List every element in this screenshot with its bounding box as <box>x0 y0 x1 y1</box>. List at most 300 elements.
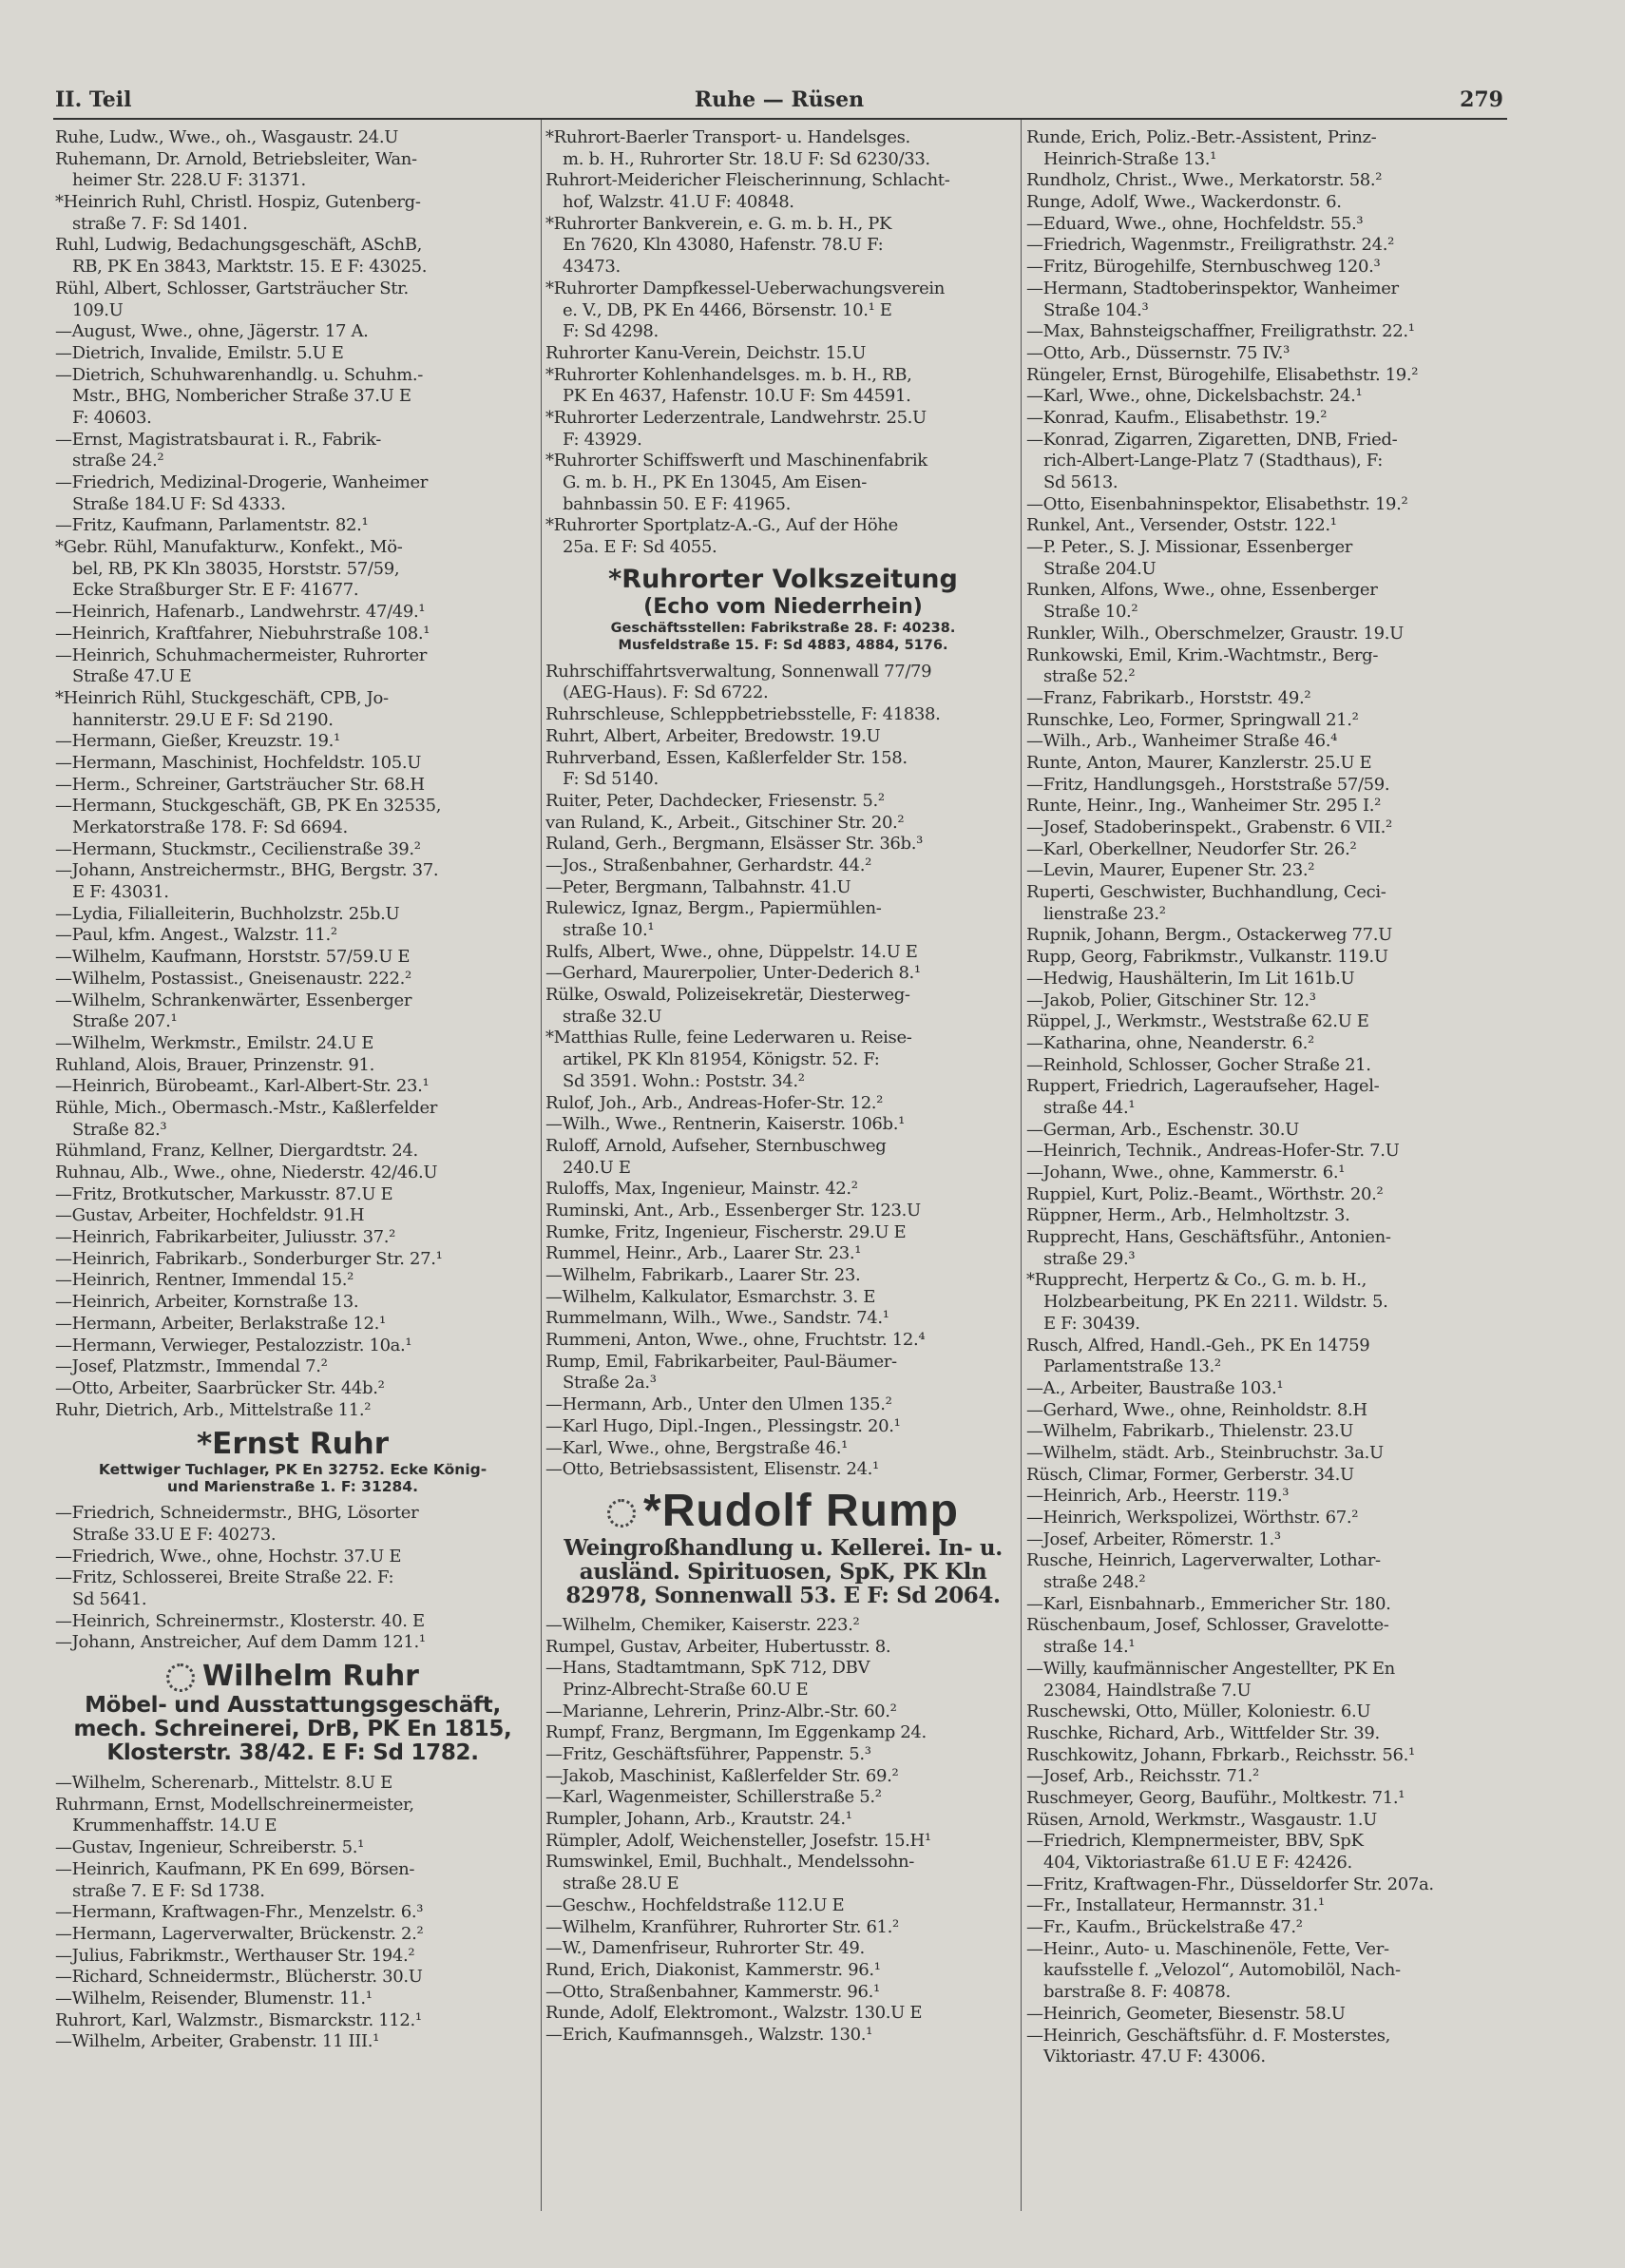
entry-line: —Otto, Eisenbahninspektor, Elisabethstr. 19.² <box>1026 493 1408 514</box>
directory-entry <box>55 1924 530 1946</box>
directory-entry <box>1026 192 1501 214</box>
entry-line: *Matthias Rulle, feine Lederwaren u. Reise- <box>545 1028 912 1048</box>
entry-line: —Erich, Kaufmannsgeh., Walzstr. 130.¹ <box>545 2024 873 2045</box>
directory-entry <box>1026 1055 1501 1077</box>
directory-entry <box>55 1314 530 1336</box>
advertisement-name: *Ruhrorter Volkszeitung <box>608 564 958 594</box>
directory-entry <box>1026 170 1501 192</box>
directory-entry <box>1026 1766 1501 1788</box>
entry-line: —Karl, Eisnbahnarb., Emmericher Str. 180. <box>1026 1593 1391 1614</box>
directory-entry <box>1026 1163 1501 1184</box>
directory-entry <box>55 925 530 947</box>
directory-entry <box>55 430 530 472</box>
entry-continuation: straße 248.² <box>1043 1572 1146 1593</box>
entry-line: Ruppert, Friedrich, Lageraufseher, Hagel- <box>1026 1076 1380 1097</box>
directory-entry <box>545 279 1021 343</box>
entry-line: —Karl, Wwe., ohne, Bergstraße 46.¹ <box>545 1437 848 1458</box>
entry-line: Rusche, Heinrich, Lagerverwalter, Lothar- <box>1026 1550 1381 1571</box>
entry-continuation: E F: 30439. <box>1043 1313 1140 1334</box>
directory-entry <box>55 1292 530 1314</box>
directory-entry <box>55 969 530 990</box>
entry-line: —Johann, Anstreicher, Auf dem Damm 121.¹ <box>55 1632 426 1653</box>
entry-continuation: artikel, PK Kln 81954, Königstr. 52. F: <box>563 1049 880 1070</box>
entry-continuation: m. b. H., Ruhrorter Str. 18.U F: Sd 6230/33. <box>563 148 930 169</box>
directory-entry <box>1026 214 1501 236</box>
entry-continuation: Straße 10.² <box>1043 602 1138 623</box>
entry-line: —Karl, Wwe., ohne, Dickelsbachstr. 24.¹ <box>1026 386 1363 407</box>
entry-continuation: hof, Walzstr. 41.U F: 40848. <box>563 192 794 213</box>
entry-line: Ruhrort-Meidericher Fleischerinnung, Schlacht- <box>545 170 950 191</box>
entry-continuation: 404, Viktoriastraße 61.U E F: 42426. <box>1043 1853 1352 1873</box>
directory-entry <box>1026 1205 1501 1227</box>
directory-entry <box>55 1270 530 1292</box>
entry-continuation: straße 10.¹ <box>563 920 655 940</box>
entry-continuation: Sd 5641. <box>72 1589 147 1609</box>
directory-entry <box>55 1837 530 1859</box>
entry-line: Ruhr, Dietrich, Arb., Mittelstraße 11.² <box>55 1399 372 1420</box>
directory-entry <box>55 149 530 192</box>
directory-entry <box>1026 1270 1501 1335</box>
directory-entry <box>1026 1529 1501 1551</box>
directory-entry <box>545 170 1021 213</box>
entry-line: —Hermann, Lagerverwalter, Brückenstr. 2.² <box>55 1923 424 1944</box>
entry-line: —Josef, Arb., Reichsstr. 71.² <box>1026 1766 1259 1787</box>
entry-line: Ruiter, Peter, Dachdecker, Friesenstr. 5.² <box>545 790 885 811</box>
directory-entry <box>55 1989 530 2010</box>
entry-line: Ruperti, Geschwister, Buchhandlung, Ceci- <box>1026 882 1386 903</box>
advertisement-text: Klosterstr. 38/42. E F: Sd 1782. <box>106 1740 479 1766</box>
entry-line: —Heinrich, Kaufmann, PK En 699, Börsen- <box>55 1858 415 1879</box>
entry-continuation: Straße 47.U E <box>72 666 192 687</box>
entry-line: Rüsch, Climar, Former, Gerberstr. 34.U <box>1026 1464 1354 1485</box>
entry-line: —Heinrich, Kraftfahrer, Niebuhrstraße 108.¹ <box>55 623 430 644</box>
directory-entry <box>55 365 530 430</box>
directory-entry <box>1026 2026 1501 2068</box>
directory-entry <box>545 2003 1021 2025</box>
directory-entry <box>545 1960 1021 1982</box>
directory-entry <box>1026 1723 1501 1745</box>
directory-entry <box>1026 1378 1501 1400</box>
wreath-icon <box>166 1663 195 1692</box>
entry-line: —Friedrich, Schneidermstr., BHG, Lösorter <box>55 1503 419 1524</box>
entry-line: Runge, Adolf, Wwe., Wackerdonstr. 6. <box>1026 192 1342 213</box>
directory-entry <box>55 1400 530 1422</box>
directory-entry <box>1026 580 1501 623</box>
entry-line: *Heinrich Ruhl, Christl. Hospiz, Gutenberg- <box>55 192 421 213</box>
directory-entry <box>545 1438 1021 1460</box>
directory-entry <box>545 898 1021 941</box>
directory-entry <box>1026 688 1501 710</box>
entry-line: —Hermann, Stuckmstr., Cecilienstraße 39.² <box>55 838 421 859</box>
entry-line: —Wilh., Wwe., Rentnerin, Kaiserstr. 106b.¹ <box>545 1114 905 1135</box>
entry-line: *Gebr. Rühl, Manufakturw., Konfekt., Mö- <box>55 537 403 558</box>
entry-continuation: F: 40603. <box>72 407 152 428</box>
entry-line: —Heinr., Auto- u. Maschinenöle, Fette, Ver- <box>1026 1938 1389 1959</box>
directory-entry <box>545 1222 1021 1244</box>
entry-line: Rusch, Alfred, Handl.-Geh., PK En 14759 <box>1026 1335 1370 1355</box>
directory-entry <box>1026 279 1501 321</box>
entry-line: —Hermann, Kraftwagen-Fhr., Menzelstr. 6.³ <box>55 1902 424 1923</box>
entry-line: Ruhl, Ludwig, Bedachungsgeschäft, ASchB, <box>55 235 422 256</box>
entry-line: Ruhe, Ludw., Wwe., oh., Wasgaustr. 24.U <box>55 127 399 147</box>
entry-line: Rundholz, Christ., Wwe., Merkatorstr. 58.² <box>1026 170 1383 191</box>
directory-entry <box>1026 1011 1501 1033</box>
directory-entry <box>545 408 1021 451</box>
directory-entry <box>545 1744 1021 1766</box>
directory-entry <box>55 1902 530 1924</box>
entry-line: —Hermann, Verwieger, Pestalozzistr. 10a.¹ <box>55 1335 412 1355</box>
directory-entry <box>1026 969 1501 990</box>
column-2 <box>545 127 1021 2047</box>
directory-entry <box>545 1917 1021 1939</box>
entry-line: —Wilhelm, Arbeiter, Grabenstr. 11 III.¹ <box>55 2031 379 2052</box>
directory-entry <box>1026 710 1501 732</box>
directory-entry <box>55 1378 530 1400</box>
directory-entry <box>55 1773 530 1795</box>
entry-line: —Willy, kaufmännischer Angestellter, PK En <box>1026 1658 1395 1679</box>
wreath-icon <box>607 1499 636 1528</box>
directory-entry <box>1026 1421 1501 1443</box>
entry-line: —P. Peter., S. J. Missionar, Essenberger <box>1026 537 1353 558</box>
entry-line: —Fritz, Geschäftsführer, Pappenstr. 5.³ <box>545 1744 871 1764</box>
directory-entry <box>545 365 1021 408</box>
directory-entry <box>55 515 530 537</box>
entry-continuation: Viktoriastr. 47.U F: 43006. <box>1043 2047 1266 2067</box>
entry-line: —Fritz, Kraftwagen-Fhr., Düsseldorfer Str. 207a. <box>1026 1874 1434 1894</box>
directory-entry <box>1026 430 1501 494</box>
advertisement-detail: Musfeldstraße 15. F: Sd 4883, 4884, 5176. <box>618 637 948 653</box>
entry-continuation: 23084, Haindlstraße 7.U <box>1043 1680 1252 1701</box>
entry-line: Rupnik, Johann, Bergm., Ostackerweg 77.U <box>1026 925 1392 946</box>
directory-entry <box>55 602 530 624</box>
entry-line: Ruloffs, Max, Ingenieur, Mainstr. 42.² <box>545 1179 858 1200</box>
entry-line: Rummel, Heinr., Arb., Laarer Str. 23.¹ <box>545 1243 862 1264</box>
entry-line: —Heinrich, Bürobeamt., Karl-Albert-Str. 23.¹ <box>55 1076 430 1097</box>
entry-line: Rummeni, Anton, Wwe., ohne, Fruchtstr. 12.⁴ <box>545 1330 926 1351</box>
entry-line: —Gerhard, Maurerpolier, Unter-Dederich 8.¹ <box>545 963 921 984</box>
entry-line: *Ruhrorter Bankverein, e. G. m. b. H., PK <box>545 213 892 234</box>
directory-entry <box>545 214 1021 279</box>
entry-continuation: straße 14.¹ <box>1043 1637 1136 1658</box>
directory-entry <box>55 192 530 235</box>
entry-continuation: Straße 207.¹ <box>72 1011 178 1032</box>
entry-continuation: G. m. b. H., PK En 13045, Am Eisen- <box>563 472 867 492</box>
entry-line: —Fritz, Schlosserei, Breite Straße 22. F: <box>55 1567 394 1588</box>
directory-entry <box>545 748 1021 791</box>
entry-line: Rund, Erich, Diakonist, Kammerstr. 96.¹ <box>545 1959 881 1980</box>
directory-entry <box>1026 1486 1501 1508</box>
entry-continuation: Merkatorstraße 178. F: Sd 6694. <box>72 817 348 837</box>
entry-continuation: Straße 184.U F: Sd 4333. <box>72 493 286 514</box>
entry-continuation: Krummenhaffstr. 14.U E <box>72 1816 277 1836</box>
entry-line: —Karl, Wagenmeister, Schillerstraße 5.² <box>545 1787 882 1808</box>
directory-entry <box>1026 1336 1501 1378</box>
entry-line: Rumke, Fritz, Ingenieur, Fischerstr. 29.U E <box>545 1221 907 1242</box>
column-divider <box>1021 120 1022 2211</box>
directory-entry <box>545 1201 1021 1222</box>
directory-entry <box>55 904 530 926</box>
entry-line: Ruppiel, Kurt, Poliz.-Beamt., Wörthstr. 20.² <box>1026 1183 1384 1204</box>
entry-line: Ruminski, Ant., Arb., Essenberger Str. 123.U <box>545 1200 921 1220</box>
entry-line: —Fritz, Handlungsgeh., Horststraße 57/59. <box>1026 774 1390 795</box>
entry-line: Rüppel, J., Werkmstr., Weststraße 62.U E <box>1026 1011 1369 1032</box>
directory-entry <box>1026 775 1501 797</box>
entry-line: *Ruhrorter Sportplatz-A.-G., Auf der Höhe <box>545 515 898 536</box>
directory-entry <box>55 1336 530 1357</box>
entry-line: Runkler, Wilh., Oberschmelzer, Graustr. 19.U <box>1026 623 1404 644</box>
entry-line: —Wilhelm, Scherenarb., Mittelstr. 8.U E <box>55 1773 392 1794</box>
entry-line: —Wilhelm, Schrankenwärter, Essenberger <box>55 990 412 1010</box>
entry-line: —Dietrich, Invalide, Emilstr. 5.U E <box>55 342 344 363</box>
directory-entry <box>545 1895 1021 1917</box>
entry-line: —Heinrich, Schuhmachermeister, Ruhrorter <box>55 644 428 665</box>
directory-entry <box>545 985 1021 1028</box>
directory-entry <box>55 1184 530 1206</box>
directory-entry <box>1026 343 1501 365</box>
entry-line: —W., Damenfriseur, Ruhrorter Str. 49. <box>545 1938 865 1959</box>
entry-line: *Ruhrorter Dampfkessel-Ueberwachungsverein <box>545 278 946 298</box>
entry-continuation: (AEG-Haus). F: Sd 6722. <box>563 682 769 703</box>
directory-entry <box>545 662 1021 704</box>
entry-line: Ruschke, Richard, Arb., Wittfelder Str. 39. <box>1026 1722 1380 1743</box>
entry-continuation: rich-Albert-Lange-Platz 7 (Stadthaus), F: <box>1043 451 1383 471</box>
directory-entry <box>1026 1465 1501 1487</box>
directory-entry <box>1026 1508 1501 1529</box>
entry-continuation: straße 29.³ <box>1043 1248 1136 1269</box>
advertisement-text: mech. Schreinerei, DrB, PK En 1815, <box>73 1717 512 1742</box>
entry-line: Rumpel, Gustav, Arbeiter, Hubertusstr. 8. <box>545 1636 891 1657</box>
entry-continuation: 43473. <box>563 257 621 278</box>
directory-entry <box>1026 2004 1501 2026</box>
entry-line: Rulfs, Albert, Wwe., ohne, Düppelstr. 14.U E <box>545 941 918 962</box>
directory-entry <box>1026 1550 1501 1593</box>
entry-line: Rump, Emil, Fabrikarbeiter, Paul-Bäumer- <box>545 1351 897 1372</box>
directory-entry <box>55 2031 530 2053</box>
directory-entry <box>55 1859 530 1902</box>
entry-line: Rummelmann, Wilh., Wwe., Sandstr. 74.¹ <box>545 1308 889 1329</box>
directory-entry <box>55 1055 530 1077</box>
directory-entry <box>1026 624 1501 645</box>
advertisement-name: Wilhelm Ruhr <box>202 1660 419 1694</box>
entry-line: —Josef, Platzmstr., Immendal 7.² <box>55 1356 328 1377</box>
entry-line: —Otto, Arbeiter, Saarbrücker Str. 44b.² <box>55 1377 385 1398</box>
entry-line: —Heinrich, Technik., Andreas-Hofer-Str. 7.U <box>1026 1141 1400 1162</box>
directory-entry <box>1026 990 1501 1012</box>
entry-line: —Reinhold, Schlosser, Gocher Straße 21. <box>1026 1054 1371 1075</box>
directory-entry <box>1026 1701 1501 1723</box>
entry-line: Rühl, Albert, Schlosser, Gartsträucher Str. <box>55 278 409 298</box>
entry-continuation: straße 52.² <box>1043 666 1136 687</box>
directory-entry <box>545 1701 1021 1723</box>
directory-entry <box>545 834 1021 855</box>
advertisement <box>55 1660 530 1765</box>
entry-continuation: Ecke Straßburger Str. E F: 41677. <box>72 580 359 601</box>
entry-line: Runschke, Leo, Former, Springwall 21.² <box>1026 709 1359 730</box>
entry-line: —Wilh., Arb., Wanheimer Straße 46.⁴ <box>1026 731 1337 752</box>
entry-line: —Gustav, Arbeiter, Hochfeldstr. 91.H <box>55 1205 365 1226</box>
directory-entry <box>545 1287 1021 1309</box>
directory-entry <box>1026 1788 1501 1810</box>
entry-continuation: Holzbearbeitung, PK En 2211. Wildstr. 5. <box>1043 1292 1388 1313</box>
entry-line: —Peter, Bergmann, Talbahnstr. 41.U <box>545 876 851 897</box>
entry-continuation: Straße 2a.³ <box>563 1373 657 1393</box>
entry-line: Runkel, Ant., Versender, Oststr. 122.¹ <box>1026 515 1337 536</box>
entry-line: —Jakob, Maschinist, Kaßlerfelder Str. 69.² <box>545 1765 899 1786</box>
directory-entry <box>55 321 530 343</box>
entry-line: —Julius, Fabrikmstr., Werthauser Str. 194.² <box>55 1945 415 1966</box>
directory-entry <box>545 1766 1021 1788</box>
entry-line: —Heinrich, Schreinermstr., Klosterstr. 40. E <box>55 1610 425 1631</box>
entry-line: —Jos., Straßenbahner, Gerhardstr. 44.² <box>545 855 871 875</box>
entry-line: Ruschmeyer, Georg, Bauführ., Moltkestr. 71.¹ <box>1026 1787 1405 1808</box>
directory-entry <box>545 1637 1021 1659</box>
entry-line: —Katharina, ohne, Neanderstr. 6.² <box>1026 1032 1314 1053</box>
entry-line: —Dietrich, Schuhwarenhandlg. u. Schuhm.- <box>55 364 423 385</box>
directory-entry <box>545 1459 1021 1481</box>
entry-line: —Johann, Wwe., ohne, Kammerstr. 6.¹ <box>1026 1163 1346 1182</box>
directory-entry <box>1026 1831 1501 1874</box>
directory-entry <box>545 855 1021 877</box>
directory-entry <box>55 1033 530 1055</box>
directory-entry <box>545 1658 1021 1701</box>
directory-entry <box>545 1615 1021 1637</box>
entry-line: Ruschkowitz, Johann, Fbrkarb., Reichsstr. 56.¹ <box>1026 1744 1415 1765</box>
entry-line: —Fritz, Brotkutscher, Markusstr. 87.U E <box>55 1183 393 1204</box>
entry-line: Rühle, Mich., Obermasch.-Mstr., Kaßlerfelder <box>55 1097 438 1118</box>
directory-entry <box>1026 1615 1501 1658</box>
entry-line: Ruhemann, Dr. Arnold, Betriebsleiter, Wan- <box>55 148 417 169</box>
directory-entry <box>1026 753 1501 775</box>
directory-entry <box>1026 817 1501 839</box>
directory-entry <box>545 1352 1021 1394</box>
entry-line: —Karl Hugo, Dipl.-Ingen., Plessingstr. 20.¹ <box>545 1415 901 1436</box>
entry-continuation: Parlamentstraße 13.² <box>1043 1356 1221 1377</box>
directory-entry <box>55 990 530 1033</box>
page-range-title: Ruhe — Rüsen <box>694 87 865 112</box>
entry-line: —Wilhelm, Kranführer, Ruhrorter Str. 61.² <box>545 1916 899 1937</box>
directory-entry <box>55 279 530 321</box>
entry-line: —Wilhelm, Kalkulator, Esmarchstr. 3. E <box>545 1286 876 1307</box>
entry-line: —Wilhelm, Postassist., Gneisenaustr. 222.² <box>55 968 411 989</box>
entry-line: Ruhrort, Karl, Walzmstr., Bismarckstr. 112.¹ <box>55 2009 422 2030</box>
entry-continuation: straße 44.¹ <box>1043 1097 1136 1118</box>
directory-entry <box>55 860 530 903</box>
directory-entry <box>1026 860 1501 882</box>
directory-entry <box>1026 1400 1501 1422</box>
entry-line: Rülke, Oswald, Polizeisekretär, Diesterweg- <box>545 985 910 1006</box>
directory-entry <box>1026 1895 1501 1917</box>
entry-line: —Wilhelm, Chemiker, Kaiserstr. 223.² <box>545 1614 860 1635</box>
directory-entry <box>55 753 530 775</box>
entry-line: —Hermann, Maschinist, Hochfeldstr. 105.U <box>55 752 422 773</box>
entry-line: Rulewicz, Ignaz, Bergm., Papiermühlen- <box>545 898 882 919</box>
directory-entry <box>545 877 1021 899</box>
directory-entry <box>55 343 530 365</box>
page-header <box>55 87 1503 118</box>
advertisement-text: und Marienstraße 1. F: 31284. <box>167 1478 418 1496</box>
entry-line: —Heinrich, Hafenarb., Landwehrstr. 47/49.¹ <box>55 602 426 623</box>
advertisement <box>55 1427 530 1495</box>
entry-line: —Friedrich, Medizinal-Drogerie, Wanheimer <box>55 472 429 492</box>
entry-continuation: Mstr., BHG, Nombericher Straße 37.U E <box>72 386 411 407</box>
directory-entry <box>545 451 1021 515</box>
entry-line: —Lydia, Filialleiterin, Buchholzstr. 25b.U <box>55 903 400 924</box>
directory-entry <box>1026 365 1501 387</box>
entry-line: Runte, Heinr., Ing., Wanheimer Str. 295 I.² <box>1026 796 1381 817</box>
directory-entry <box>1026 1594 1501 1616</box>
entry-line: Rumpf, Franz, Bergmann, Im Eggenkamp 24. <box>545 1722 927 1743</box>
directory-entry <box>1026 1184 1501 1206</box>
entry-line: —Hedwig, Haushälterin, Im Lit 161b.U <box>1026 968 1355 989</box>
entry-line: —Friedrich, Wagenmstr., Freiligrathstr. 24.² <box>1026 235 1394 256</box>
entry-line: —Gerhard, Wwe., ohne, Reinholdstr. 8.H <box>1026 1399 1367 1420</box>
entry-line: —Fritz, Kaufmann, Parlamentstr. 82.¹ <box>55 515 369 536</box>
directory-entry <box>55 1205 530 1227</box>
entry-continuation: e. V., DB, PK En 4466, Börsenstr. 10.¹ E <box>563 299 892 320</box>
directory-entry <box>55 1503 530 1546</box>
advertisement-title <box>55 1427 530 1461</box>
directory-entry <box>55 947 530 969</box>
directory-entry <box>55 1356 530 1378</box>
directory-entry <box>55 1946 530 1968</box>
entry-line: Ruhrmann, Ernst, Modellschreinermeister, <box>55 1794 414 1815</box>
directory-entry <box>545 1831 1021 1853</box>
directory-entry <box>545 1330 1021 1352</box>
advertisement <box>545 565 1021 654</box>
advertisement <box>545 1487 1021 1607</box>
entry-line: Runde, Erich, Poliz.-Betr.-Assistent, Prinz- <box>1026 127 1377 147</box>
entry-line: Ruhrschiffahrtsverwaltung, Sonnenwall 77/79 <box>545 661 932 682</box>
entry-continuation: hanniterstr. 29.U E F: Sd 2190. <box>72 709 334 730</box>
entry-continuation: Sd 5613. <box>1043 472 1118 492</box>
entry-line: Runkowski, Emil, Krim.-Wachtmstr., Berg- <box>1026 644 1379 665</box>
entry-line: —Marianne, Lehrerin, Prinz-Albr.-Str. 60.² <box>545 1701 897 1721</box>
directory-entry <box>55 1098 530 1141</box>
entry-continuation: PK En 4637, Hafenstr. 10.U F: Sm 44591. <box>563 386 911 407</box>
advertisement-name: *Rudolf Rump <box>643 1485 959 1536</box>
advertisement-text: Kettwiger Tuchlager, PK En 32752. Ecke König- <box>98 1461 488 1479</box>
section-label: II. Teil <box>55 87 132 112</box>
advertisement-title <box>545 565 1021 595</box>
entry-line: Rupprecht, Hans, Geschäftsführ., Antonien- <box>1026 1227 1391 1248</box>
directory-entry <box>55 839 530 861</box>
directory-entry <box>55 796 530 838</box>
entry-continuation: Sd 3591. Wohn.: Poststr. 34.² <box>563 1070 805 1091</box>
entry-line: —Franz, Fabrikarb., Horststr. 49.² <box>1026 687 1311 708</box>
directory-entry <box>1026 408 1501 430</box>
directory-entry <box>55 1141 530 1163</box>
entry-line: Runte, Anton, Maurer, Kanzlerstr. 25.U E <box>1026 752 1372 773</box>
entry-line: —A., Arbeiter, Baustraße 103.¹ <box>1026 1377 1284 1398</box>
directory-entry <box>1026 645 1501 688</box>
entry-line: —Wilhelm, Fabrikarb., Thielenstr. 23.U <box>1026 1421 1354 1442</box>
entry-continuation: kaufsstelle f. „Velozol“, Automobilöl, Nach- <box>1043 1960 1401 1981</box>
entry-line: —Friedrich, Klempnermeister, BBV, SpK <box>1026 1831 1364 1852</box>
directory-entry <box>55 1163 530 1184</box>
entry-line: Rüsen, Arnold, Werkmstr., Wasgaustr. 1.U <box>1026 1809 1377 1830</box>
entry-line: —Otto, Straßenbahner, Kammerstr. 96.¹ <box>545 1981 880 2002</box>
entry-line: *Ruhrorter Schiffswerft und Maschinenfabrik <box>545 451 927 471</box>
entry-line: —Friedrich, Wwe., ohne, Hochstr. 37.U E <box>55 1546 402 1566</box>
entry-line: —Heinrich, Fabrikarb., Sonderburger Str. 27.¹ <box>55 1248 443 1269</box>
directory-entry <box>1026 1659 1501 1701</box>
entry-line: —Josef, Arbeiter, Römerstr. 1.³ <box>1026 1528 1281 1549</box>
entry-line: —Johann, Anstreichermstr., BHG, Bergstr. 37. <box>55 860 439 881</box>
entry-line: Ruhrschleuse, Schleppbetriebsstelle, F: 41838. <box>545 704 941 725</box>
entry-continuation: Straße 204.U <box>1043 558 1157 579</box>
entry-line: —Wilhelm, Werkmstr., Emilstr. 24.U E <box>55 1032 374 1053</box>
directory-entry <box>1026 257 1501 279</box>
